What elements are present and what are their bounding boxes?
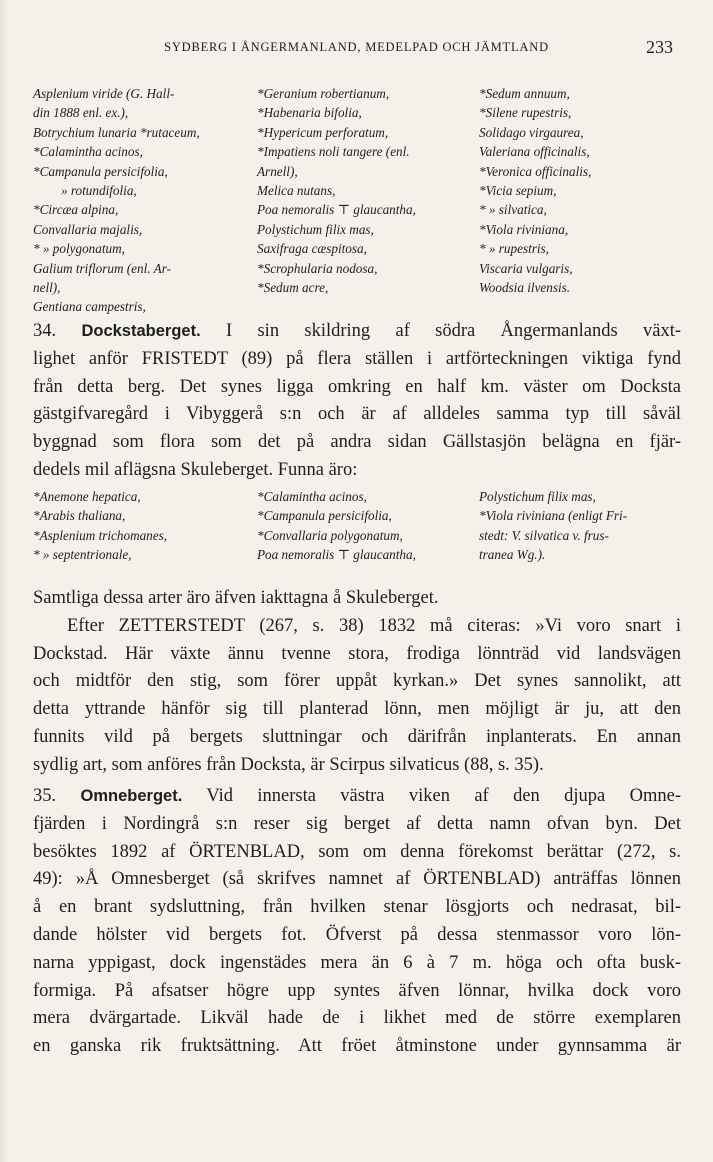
list-item: * » polygonatum, [33, 241, 125, 257]
list-item: *Impatiens noli tangere (enl. [257, 144, 410, 160]
section-34 [33, 318, 681, 485]
list-item: * » septentrionale, [33, 547, 132, 563]
list-item: Solidago virgaurea, [479, 124, 584, 140]
species-list-1-col-1 [33, 84, 257, 317]
paragraph-line: Samtliga dessa arter äro äfven iakttagna å Skuleberget. [33, 588, 439, 608]
species-list-2-col-2 [257, 487, 479, 565]
page-number: 233 [646, 37, 673, 57]
list-item: *Convallaria polygonatum, [257, 527, 403, 543]
list-item: Galium triflorum (enl. Ar- [33, 260, 171, 276]
list-item: Arnell), [257, 163, 298, 179]
paragraph-line: å en brant sydsluttning, från hvilken stenar lösgjorts och nedrasat, bil- [33, 897, 681, 918]
list-item: *Viola riviniana, [479, 221, 569, 237]
list-item: *Anemone hepatica, [33, 489, 141, 504]
list-item: Saxifraga cæspitosa, [257, 241, 367, 257]
list-item: *Habenaria bifolia, [257, 105, 362, 121]
paragraph-line: dande hölster vid bergets fot. Öfverst på dessa stenmassor voro lön- [33, 924, 681, 945]
paragraph-line: en ganska rik fruktsättning. Att fröet åtminstone under gynnsamma är [33, 1036, 681, 1057]
header-title: SYDBERG I ÅNGERMANLAND, MEDELPAD OCH JÄMTLAND [164, 40, 549, 54]
list-item: *Calamintha acinos, [257, 489, 367, 504]
paragraph-line: 49): »Å Omnesberget (så skrifves namnet af ÖRTENBLAD) anträffas lönnen [33, 869, 681, 890]
section-heading: Omneberget. [80, 787, 183, 805]
section-34-first-line [33, 318, 681, 346]
section-35-first-line [33, 783, 681, 811]
list-item: * » rupestris, [479, 241, 549, 257]
list-item: Polystichum filix mas, [479, 489, 596, 504]
list-item: Polystichum filix mas, [257, 221, 374, 237]
paragraph-line: funnits vild på bergets sluttningar och därifrån inplanterats. En annan [33, 726, 681, 747]
paragraph-line: detta yttrande hänför sig till planterad lönn, men möjligt är ju, att den [33, 699, 681, 720]
paragraph-line: dedels mil aflägsna Skuleberget. Funna äro: [33, 459, 358, 480]
paragraph-line: Efter ZETTERSTEDT (267, s. 38) 1832 må citeras: »Vi voro snart i [67, 615, 681, 636]
list-item: *Sedum annuum, [479, 86, 570, 101]
paragraph-line: byggnad som flora som det på andra sidan Gällstasjön belägna en fjär- [33, 432, 681, 453]
list-item: Valeriana officinalis, [479, 144, 590, 160]
list-item: Poa nemoralis ⊤ glaucantha, [257, 202, 416, 218]
paragraph-line: lighet anför FRISTEDT (89) på flera ställen i artförteckningen viktiga fynd [33, 348, 681, 369]
paragraph-line: narna yppigast, dock ingenstädes mera än 6 à 7 m. höga och ofta busk- [33, 952, 681, 973]
paragraph-line: och midtför den stig, som förer uppåt kyrkan.» Det synes sannolikt, att [33, 671, 681, 692]
list-item: nell), [33, 279, 61, 295]
list-item: *Silene rupestris, [479, 105, 572, 121]
list-item: Gentiana campestris, [33, 299, 146, 315]
paragraph-line: gästgifvaregård i Vibyggerå s:n och är af alldeles samma typ till såväl [33, 404, 681, 425]
list-item: *Calamintha acinos, [33, 144, 143, 160]
species-list-2-col-1 [33, 487, 257, 565]
list-item: *Circæa alpina, [33, 202, 119, 218]
section-number: 34. [33, 321, 57, 341]
running-header [0, 37, 713, 62]
paragraph-line: sydlig art, som anföres från Docksta, är Scirpus silvaticus (88, s. 35). [33, 754, 544, 775]
species-list-1-col-2 [257, 84, 479, 317]
list-item: *Geranium robertianum, [257, 86, 390, 101]
list-item: *Campanula persicifolia, [257, 508, 392, 524]
paragraph-line: I sin skildring af södra Ångermanlands växt- [226, 321, 682, 341]
paragraph-line: från detta berg. Det synes ligga omkring en half km. väster om Docksta [33, 376, 681, 397]
list-item: Asplenium viride (G. Hall- [33, 86, 175, 101]
list-item: din 1888 enl. ex.), [33, 105, 129, 121]
list-item: tranea Wg.). [479, 547, 546, 563]
list-item: *Scrophularia nodosa, [257, 260, 378, 276]
paragraph-line: formiga. På afsatser högre upp syntes äfven lönnar, hvilka dock voro [33, 980, 681, 1001]
list-item: *Viola riviniana (enligt Fri- [479, 508, 628, 524]
list-item: stedt: V. silvatica v. frus- [479, 527, 609, 543]
paragraph-line: fjärden i Nordingrå s:n reser sig berget af detta namn ofvan byn. Det [33, 813, 681, 834]
list-item: » rotundifolia, [61, 182, 137, 198]
list-item: Melica nutans, [257, 182, 336, 198]
list-item: *Veronica officinalis, [479, 163, 592, 179]
list-item: *Vicia sepium, [479, 182, 557, 198]
list-item: Woodsia ilvensis. [479, 279, 571, 295]
list-item: * » silvatica, [479, 202, 547, 218]
page-spine-shadow [0, 0, 8, 1162]
species-list-2 [33, 487, 683, 565]
list-item: *Hypericum perforatum, [257, 124, 389, 140]
list-item: Botrychium lunaria *rutaceum, [33, 124, 200, 140]
section-heading: Dockstaberget. [81, 322, 201, 340]
paragraph-skuleberget [33, 585, 681, 780]
section-35 [33, 783, 681, 1061]
paragraph-line: Vid innersta västra viken af den djupa Omne- [206, 786, 682, 806]
species-list-1-col-3 [479, 84, 683, 317]
list-item: *Campanula persicifolia, [33, 163, 168, 179]
list-item: Viscaria vulgaris, [479, 260, 573, 276]
species-list-2-col-3 [479, 487, 683, 565]
paragraph-line: besöktes 1892 af ÖRTENBLAD, som om denna förekomst berättar (272, s. [33, 841, 681, 862]
list-item: *Asplenium trichomanes, [33, 527, 168, 543]
list-item: *Sedum acre, [257, 279, 329, 295]
list-item: Poa nemoralis ⊤ glaucantha, [257, 547, 416, 563]
species-list-1 [33, 84, 683, 317]
paragraph-line: mera dvärgartade. Likväl hade de i likhet med de större exemplaren [33, 1008, 681, 1029]
list-item: *Arabis thaliana, [33, 508, 126, 524]
list-item: Convallaria majalis, [33, 221, 143, 237]
paragraph-line: Dockstad. Här växte ännu tvenne stora, frodiga lönnträd vid landsvägen [33, 643, 681, 664]
section-number: 35. [33, 786, 57, 806]
